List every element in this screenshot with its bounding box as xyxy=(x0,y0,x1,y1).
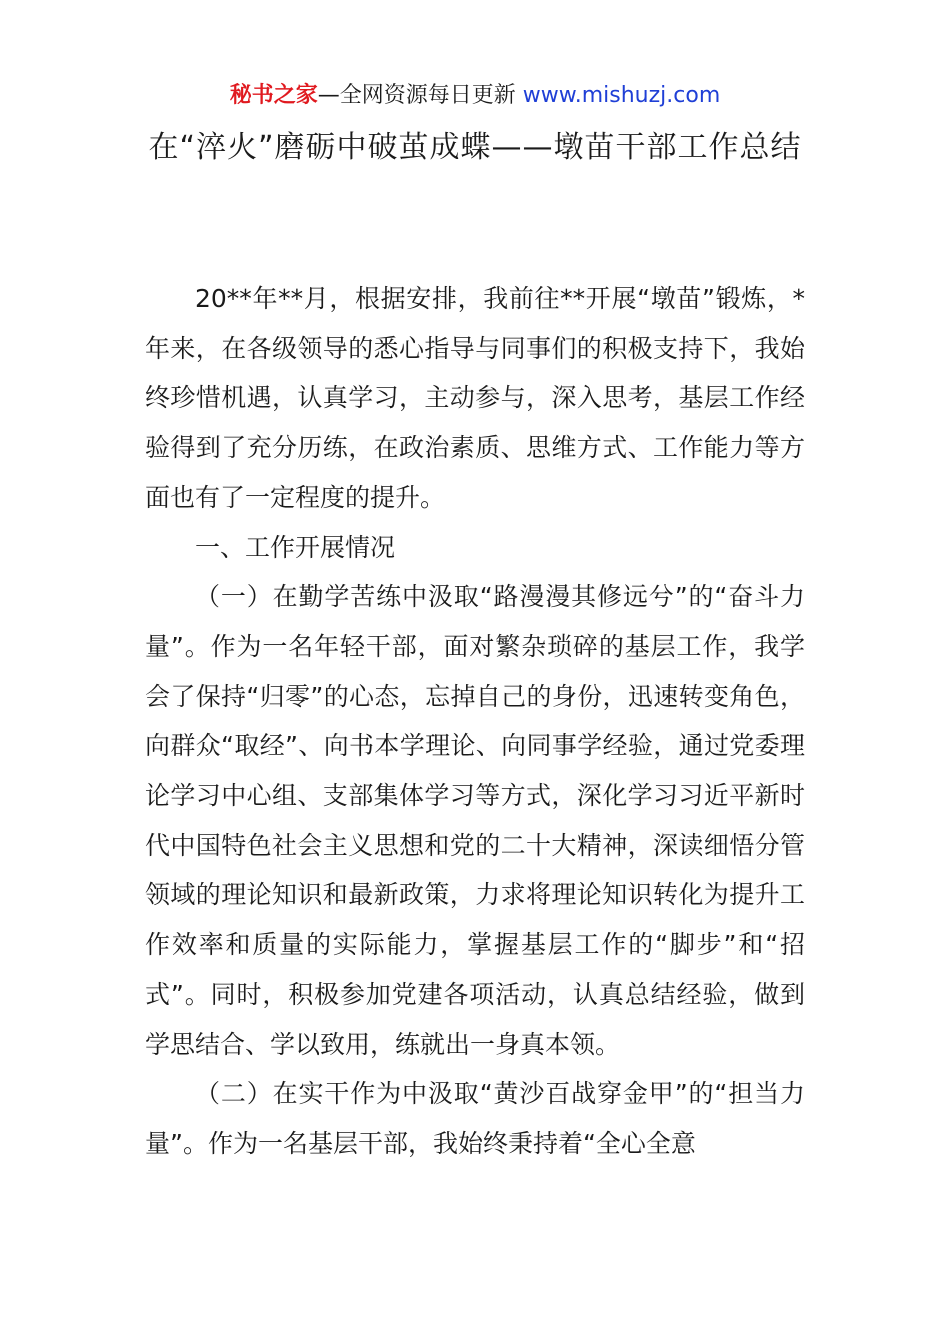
site-tagline: —全网资源每日更新 xyxy=(317,83,523,108)
site-header xyxy=(0,80,950,112)
site-url-link[interactable]: www.mishuzj.com xyxy=(522,83,721,108)
section-heading: 一、工作开展情况 xyxy=(195,532,396,562)
paragraph-section-1: （一）在勤学苦练中汲取“路漫漫其修远兮”的“奋斗力量”。作为一名年轻干部，面对繁杂琐碎的基层工作，我学会了保持“归零”的心态，忘掉自己的身份，迅速转变角色，向群众“取经”、向书本学理论、向同事学经验，通过党委理论学习中心组、支部集体学习等方式，深化学习习近平新时代中国特色社会主义思想和党的二十大精神，深读细悟分管领域的理论知识和最新政策，力求将理论知识转化为提升工作效率和质量的实际能力，掌握基层工作的“脚步”和“招式”。同时，积极参加党建各项活动，认真总结经验，做到学思结合、学以致用，练就出一身真本领。 xyxy=(145,582,805,1059)
paragraph-section-2: （二）在实干作为中汲取“黄沙百战穿金甲”的“担当力量”。作为一名基层干部，我始终秉持着“全心全意 xyxy=(145,1079,805,1158)
site-brand: 秘书之家 xyxy=(229,83,318,108)
document-title: 在“淬火”磨砺中破茧成蝶——墩苗干部工作总结 xyxy=(148,130,802,165)
paragraph-intro: 20**年**月，根据安排，我前往**开展“墩苗”锻炼，*年来，在各级领导的悉心指导与同事们的积极支持下，我始终珍惜机遇，认真学习，主动参与，深入思考，基层工作经验得到了充分历练，在政治素质、思维方式、工作能力等方面也有了一定程度的提升。 xyxy=(145,284,805,512)
document-body xyxy=(145,274,805,1169)
